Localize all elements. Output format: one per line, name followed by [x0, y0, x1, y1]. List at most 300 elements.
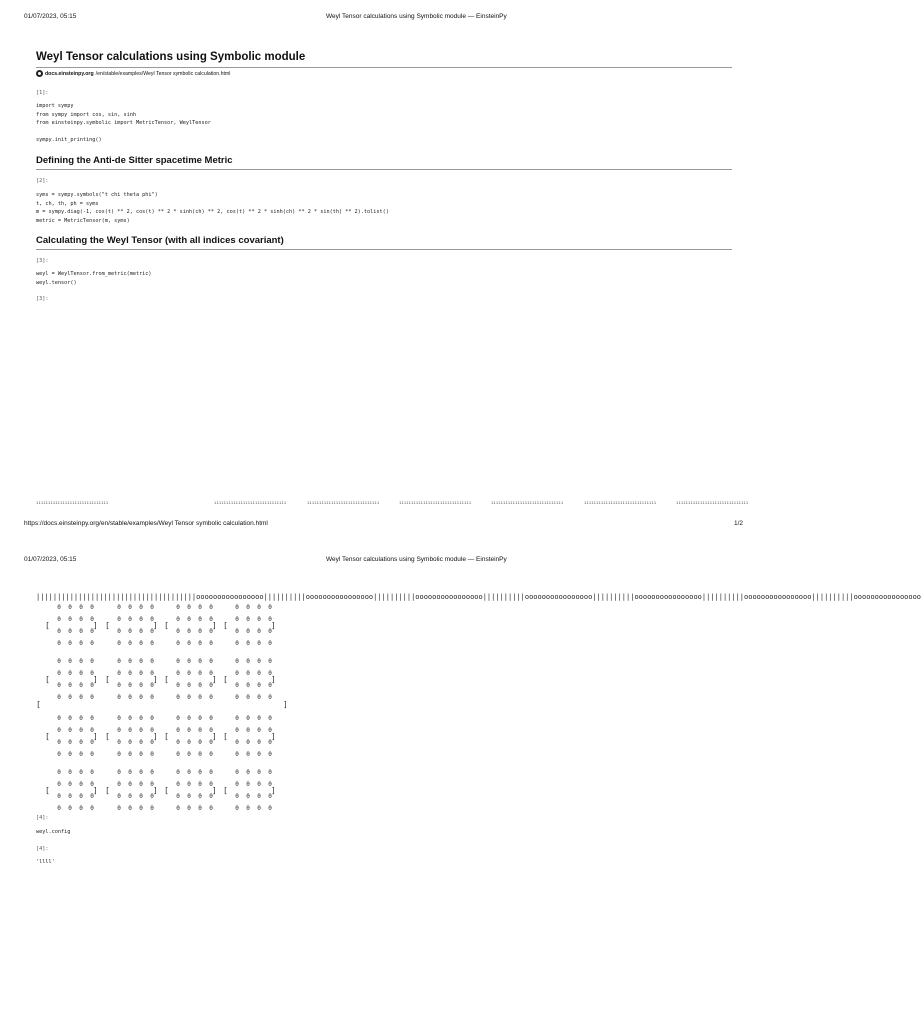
- tensor-component: 0: [246, 616, 250, 623]
- tensor-component: 0: [128, 694, 132, 701]
- tensor-component: 0: [198, 727, 202, 734]
- tensor-component: 0: [79, 715, 83, 722]
- block-bracket-right: ]: [153, 621, 158, 630]
- tensor-component: 0: [90, 682, 94, 689]
- tensor-component: 0: [176, 715, 180, 722]
- block-bracket-left: [: [223, 786, 228, 795]
- tensor-component: 0: [68, 658, 72, 665]
- tensor-component: 0: [198, 640, 202, 647]
- block-bracket-right: ]: [271, 786, 276, 795]
- tensor-component: 0: [79, 682, 83, 689]
- tensor-component: 0: [209, 670, 213, 677]
- source-path: /en/stable/examples/Weyl Tensor symbolic calculation.html: [95, 70, 231, 77]
- tensor-component: 0: [79, 739, 83, 746]
- tensor-component: 0: [117, 682, 121, 689]
- tensor-component: 0: [139, 739, 143, 746]
- tensor-component: 0: [198, 769, 202, 776]
- block-bracket-right: ]: [153, 732, 158, 741]
- tensor-component: 0: [90, 604, 94, 611]
- tensor-component: 0: [209, 616, 213, 623]
- block-bracket-left: [: [105, 732, 110, 741]
- tensor-component: 0: [68, 682, 72, 689]
- tensor-component: 0: [139, 727, 143, 734]
- tensor-component: 0: [117, 715, 121, 722]
- tensor-component: 0: [198, 739, 202, 746]
- tensor-component: 0: [198, 670, 202, 677]
- tensor-component: 0: [176, 682, 180, 689]
- cell3-code: weyl = WeylTensor.from_metric(metric) weyl.tensor(): [36, 271, 152, 286]
- tensor-component: 0: [235, 682, 239, 689]
- tensor-component: 0: [268, 604, 272, 611]
- tensor-component: 0: [57, 694, 61, 701]
- tensor-component: 0: [198, 715, 202, 722]
- print-header-date: 01/07/2023, 05:15: [24, 13, 77, 20]
- tensor-component: 0: [90, 694, 94, 701]
- tensor-component: 0: [246, 715, 250, 722]
- cell2-prompt: [2]:: [36, 178, 49, 184]
- tensor-component: 0: [90, 715, 94, 722]
- tensor-component: 0: [176, 793, 180, 800]
- tensor-component: 0: [57, 640, 61, 647]
- tensor-component: 0: [187, 670, 191, 677]
- tensor-component: 0: [79, 616, 83, 623]
- tensor-component: 0: [235, 628, 239, 635]
- tensor-component: 0: [176, 694, 180, 701]
- block-bracket-left: [: [164, 621, 169, 630]
- tensor-component: 0: [246, 793, 250, 800]
- tensor-component: 0: [57, 805, 61, 812]
- tensor-component: 0: [57, 715, 61, 722]
- tensor-component: 0: [57, 658, 61, 665]
- tensor-component: 0: [176, 739, 180, 746]
- tensor-component: 0: [257, 805, 261, 812]
- tensor-component: 0: [209, 751, 213, 758]
- tensor-component: 0: [150, 682, 154, 689]
- tensor-component: 0: [79, 727, 83, 734]
- tensor-component: 0: [128, 670, 132, 677]
- tensor-component: 0: [209, 769, 213, 776]
- tensor-component: 0: [68, 616, 72, 623]
- tensor-component: 0: [150, 670, 154, 677]
- tensor-component: 0: [117, 670, 121, 677]
- outer-bracket-right: ]: [283, 700, 288, 709]
- cell4-prompt: [4]:: [36, 815, 49, 821]
- tensor-component: 0: [268, 805, 272, 812]
- tensor-component: 0: [257, 715, 261, 722]
- tensor-component: 0: [139, 628, 143, 635]
- tensor-component: 0: [246, 739, 250, 746]
- tensor-component: 0: [68, 715, 72, 722]
- block-bracket-right: ]: [153, 675, 158, 684]
- tensor-component: 0: [150, 694, 154, 701]
- tensor-component: 0: [198, 604, 202, 611]
- tensor-component: 0: [68, 769, 72, 776]
- tensor-component: 0: [257, 793, 261, 800]
- tensor-component: 0: [187, 682, 191, 689]
- tensor-component: 0: [117, 616, 121, 623]
- tensor-component: 0: [150, 793, 154, 800]
- tensor-component: 0: [187, 604, 191, 611]
- tensor-component: 0: [209, 781, 213, 788]
- block-bracket-left: [: [223, 621, 228, 630]
- tensor-component: 0: [90, 640, 94, 647]
- tensor-component: 0: [268, 694, 272, 701]
- title-divider: [36, 67, 732, 68]
- tensor-component: 0: [268, 793, 272, 800]
- tensor-component: 0: [68, 670, 72, 677]
- tensor-component: 0: [57, 670, 61, 677]
- tensor-component: 0: [68, 751, 72, 758]
- block-bracket-left: [: [164, 732, 169, 741]
- tensor-component: 0: [128, 781, 132, 788]
- tensor-component: 0: [117, 694, 121, 701]
- tensor-component: 0: [187, 769, 191, 776]
- tensor-component: 0: [68, 628, 72, 635]
- tensor-component: 0: [117, 805, 121, 812]
- tensor-component: 0: [235, 604, 239, 611]
- tensor-component: 0: [128, 604, 132, 611]
- tensor-component: 0: [128, 769, 132, 776]
- tensor-component: 0: [117, 781, 121, 788]
- tensor-component: 0: [90, 658, 94, 665]
- tensor-component: 0: [117, 604, 121, 611]
- tensor-component: 0: [268, 769, 272, 776]
- tensor-component: 0: [246, 781, 250, 788]
- tensor-component: 0: [90, 670, 94, 677]
- tensor-component: 0: [176, 769, 180, 776]
- tensor-component: 0: [235, 670, 239, 677]
- tensor-component: 0: [235, 781, 239, 788]
- tensor-component: 0: [187, 628, 191, 635]
- tensor-component: 0: [209, 604, 213, 611]
- tensor-component: 0: [176, 751, 180, 758]
- block-bracket-left: [: [45, 732, 50, 741]
- tensor-component: 0: [246, 751, 250, 758]
- outer-bracket-left: [: [36, 700, 41, 709]
- tensor-component: 0: [68, 640, 72, 647]
- tensor-component: 0: [90, 739, 94, 746]
- block-bracket-left: [: [223, 732, 228, 741]
- block-bracket-right: ]: [93, 621, 98, 630]
- source-domain: docs.einsteinpy.org: [45, 70, 94, 77]
- tensor-component: 0: [139, 793, 143, 800]
- tensor-component: 0: [79, 751, 83, 758]
- tensor-component: 0: [150, 715, 154, 722]
- tensor-component: 0: [246, 682, 250, 689]
- tensor-component: 0: [198, 682, 202, 689]
- tensor-component: 0: [198, 781, 202, 788]
- tensor-component: 0: [176, 616, 180, 623]
- print-header-date: 01/07/2023, 05:15: [24, 556, 77, 563]
- tensor-component: 0: [117, 793, 121, 800]
- tensor-component: 0: [257, 616, 261, 623]
- tensor-component: 0: [176, 658, 180, 665]
- tensor-component: 0: [68, 604, 72, 611]
- tensor-component: 0: [90, 781, 94, 788]
- tensor-component: 0: [90, 769, 94, 776]
- tensor-component: 0: [235, 715, 239, 722]
- tensor-component: 0: [117, 640, 121, 647]
- tensor-component: 0: [198, 751, 202, 758]
- tensor-component: 0: [198, 658, 202, 665]
- tensor-component: 0: [209, 793, 213, 800]
- block-bracket-left: [: [223, 675, 228, 684]
- tensor-component: 0: [198, 805, 202, 812]
- tensor-component: 0: [90, 805, 94, 812]
- tensor-component: 0: [57, 628, 61, 635]
- tensor-component: 0: [187, 658, 191, 665]
- tensor-component: 0: [79, 793, 83, 800]
- tensor-component: 0: [235, 640, 239, 647]
- block-bracket-left: [: [45, 786, 50, 795]
- tensor-component: 0: [257, 604, 261, 611]
- block-bracket-right: ]: [153, 786, 158, 795]
- page-title: Weyl Tensor calculations using Symbolic module: [36, 51, 306, 63]
- tensor-component: 0: [187, 616, 191, 623]
- tensor-component: 0: [209, 805, 213, 812]
- tensor-component: 0: [268, 751, 272, 758]
- tensor-component: 0: [187, 640, 191, 647]
- tensor-component: 0: [187, 793, 191, 800]
- cell3-prompt: [3]:: [36, 258, 49, 264]
- tensor-component: 0: [90, 727, 94, 734]
- tensor-component: 0: [57, 727, 61, 734]
- tensor-component: 0: [79, 805, 83, 812]
- tensor-component: 0: [235, 739, 239, 746]
- garbled-output: ıııııııııııııııııııııııııııııı: [584, 500, 657, 505]
- tensor-component: 0: [128, 616, 132, 623]
- tensor-component: 0: [246, 628, 250, 635]
- tensor-component: 0: [57, 781, 61, 788]
- tensor-component: 0: [128, 628, 132, 635]
- section-heading-metric: Defining the Anti-de Sitter spacetime Metric: [36, 155, 233, 166]
- tensor-component: 0: [90, 751, 94, 758]
- block-bracket-right: ]: [212, 675, 217, 684]
- tensor-component: 0: [150, 805, 154, 812]
- garbled-output: ıııııııııııııııııııııııııııııı: [676, 500, 749, 505]
- tensor-component: 0: [257, 658, 261, 665]
- tensor-component: 0: [257, 727, 261, 734]
- print-footer-url[interactable]: https://docs.einsteinpy.org/en/stable/examples/Weyl Tensor symbolic calculation.html: [24, 520, 268, 527]
- tensor-component: 0: [79, 604, 83, 611]
- tensor-component: 0: [198, 628, 202, 635]
- garbled-output: ıııııııııııııııııııııııııııııı: [307, 500, 380, 505]
- tensor-component: 0: [176, 805, 180, 812]
- tensor-component: 0: [209, 739, 213, 746]
- block-bracket-left: [: [105, 786, 110, 795]
- section2-divider: [36, 249, 732, 250]
- tensor-component: 0: [268, 670, 272, 677]
- print-footer-page: 1/2: [734, 520, 744, 527]
- tensor-component: 0: [150, 781, 154, 788]
- section1-divider: [36, 169, 732, 170]
- print-header-title: Weyl Tensor calculations using Symbolic module — EinsteinPy: [326, 13, 507, 20]
- tensor-component: 0: [246, 658, 250, 665]
- block-bracket-left: [: [105, 621, 110, 630]
- tensor-component: 0: [139, 640, 143, 647]
- tensor-component: 0: [117, 628, 121, 635]
- tensor-component: 0: [128, 727, 132, 734]
- tensor-component: 0: [128, 682, 132, 689]
- tensor-component: 0: [235, 793, 239, 800]
- block-bracket-right: ]: [212, 732, 217, 741]
- tensor-component: 0: [150, 727, 154, 734]
- tensor-component: 0: [79, 640, 83, 647]
- tensor-component: 0: [79, 628, 83, 635]
- tensor-component: 0: [139, 715, 143, 722]
- print-header-title: Weyl Tensor calculations using Symbolic module — EinsteinPy: [326, 556, 507, 563]
- tensor-component: 0: [268, 628, 272, 635]
- tensor-component: 0: [57, 604, 61, 611]
- tensor-component: 0: [268, 739, 272, 746]
- tensor-component: 0: [246, 694, 250, 701]
- tensor-component: 0: [235, 658, 239, 665]
- tensor-component: 0: [128, 658, 132, 665]
- tensor-component: 0: [128, 805, 132, 812]
- tensor-component: 0: [246, 640, 250, 647]
- garbled-output: ıııııııııııııııııııııııııııııı: [399, 500, 472, 505]
- tensor-component: 0: [246, 670, 250, 677]
- tensor-component: 0: [257, 628, 261, 635]
- tensor-component: 0: [57, 682, 61, 689]
- tensor-component: 0: [257, 769, 261, 776]
- block-bracket-left: [: [164, 675, 169, 684]
- tensor-component: 0: [139, 781, 143, 788]
- tensor-component: 0: [117, 727, 121, 734]
- tensor-component: 0: [187, 715, 191, 722]
- tensor-component: 0: [209, 715, 213, 722]
- tensor-component: 0: [257, 670, 261, 677]
- tensor-component: 0: [198, 694, 202, 701]
- tensor-component: 0: [198, 616, 202, 623]
- tensor-component: 0: [139, 670, 143, 677]
- tensor-component: 0: [57, 769, 61, 776]
- tensor-component: 0: [268, 640, 272, 647]
- tensor-component: 0: [128, 739, 132, 746]
- garbled-output: ıııııııııııııııııııııııııııııı: [491, 500, 564, 505]
- out3-prompt: [3]:: [36, 296, 49, 302]
- garbled-output: ıııııııııııııııııııııııııııııı: [36, 500, 109, 505]
- out4-value: 'llll': [36, 859, 55, 865]
- block-bracket-left: [: [45, 675, 50, 684]
- tensor-component: 0: [128, 751, 132, 758]
- tensor-component: 0: [209, 658, 213, 665]
- tensor-component: 0: [209, 727, 213, 734]
- tensor-component: 0: [150, 751, 154, 758]
- cell4-code: weyl.config: [36, 829, 71, 835]
- block-bracket-right: ]: [271, 732, 276, 741]
- tensor-component: 0: [268, 658, 272, 665]
- tensor-component: 0: [176, 604, 180, 611]
- cell1-prompt: [1]:: [36, 90, 49, 96]
- tensor-component: 0: [139, 604, 143, 611]
- tensor-component: 0: [139, 769, 143, 776]
- tensor-component: 0: [79, 769, 83, 776]
- tensor-component: 0: [150, 604, 154, 611]
- tensor-component: 0: [117, 769, 121, 776]
- tensor-component: 0: [187, 739, 191, 746]
- block-bracket-right: ]: [93, 786, 98, 795]
- tensor-component: 0: [235, 694, 239, 701]
- tensor-component: 0: [187, 781, 191, 788]
- section-heading-weyl: Calculating the Weyl Tensor (with all indices covariant): [36, 235, 284, 246]
- tensor-component: 0: [187, 805, 191, 812]
- tensor-component: 0: [68, 781, 72, 788]
- tensor-component: 0: [79, 694, 83, 701]
- tensor-component: 0: [68, 694, 72, 701]
- tensor-component: 0: [139, 694, 143, 701]
- tensor-component: 0: [268, 616, 272, 623]
- tensor-component: 0: [57, 793, 61, 800]
- tensor-component: 0: [209, 682, 213, 689]
- tensor-component: 0: [176, 628, 180, 635]
- tensor-component: 0: [117, 658, 121, 665]
- tensor-component: 0: [57, 616, 61, 623]
- block-bracket-right: ]: [93, 732, 98, 741]
- tensor-component: 0: [257, 781, 261, 788]
- tensor-component: 0: [139, 682, 143, 689]
- tensor-component: 0: [246, 604, 250, 611]
- block-bracket-left: [: [45, 621, 50, 630]
- block-bracket-left: [: [105, 675, 110, 684]
- tensor-component: 0: [150, 658, 154, 665]
- tensor-component: 0: [187, 751, 191, 758]
- tensor-component: 0: [235, 805, 239, 812]
- tensor-component: 0: [268, 781, 272, 788]
- garbled-output-line: ||||||||||||||||||||||||||||||||||||||oooooooooooooooo||||||||||oooooooooooooooo||||||||||oooooooooooooooo||||||||||oooooooooooooooo||||||||||oooooooooooooooo||||||||||oooooooooooooooo||||||||||oooooooooooooooo: [36, 593, 921, 601]
- block-bracket-right: ]: [93, 675, 98, 684]
- tensor-component: 0: [139, 616, 143, 623]
- tensor-component: 0: [209, 628, 213, 635]
- tensor-component: 0: [176, 781, 180, 788]
- cell2-code: syms = sympy.symbols("t chi theta phi") t, ch, th, ph = syms m = sympy.diag(-1, cos(t) ** 2, cos(t) ** 2 * sinh(ch) ** 2, cos(t) ** 2 * sinh(ch) ** 2 * sin(th) ** 2).tolist() metric = MetricTensor(m, syms): [36, 192, 389, 224]
- globe-icon: [36, 70, 43, 77]
- tensor-component: 0: [79, 781, 83, 788]
- tensor-component: 0: [257, 751, 261, 758]
- tensor-component: 0: [268, 727, 272, 734]
- tensor-component: 0: [198, 793, 202, 800]
- tensor-component: 0: [150, 739, 154, 746]
- tensor-component: 0: [209, 640, 213, 647]
- tensor-component: 0: [68, 727, 72, 734]
- tensor-component: 0: [57, 739, 61, 746]
- tensor-component: 0: [68, 793, 72, 800]
- tensor-component: 0: [150, 640, 154, 647]
- tensor-component: 0: [257, 682, 261, 689]
- block-bracket-right: ]: [271, 621, 276, 630]
- garbled-output: ıııııııııııııııııııııııııııııı: [214, 500, 287, 505]
- tensor-component: 0: [79, 658, 83, 665]
- weyl-tensor-output: [36, 600, 296, 812]
- tensor-component: 0: [257, 640, 261, 647]
- source-link[interactable]: [36, 70, 230, 77]
- tensor-component: 0: [235, 769, 239, 776]
- tensor-component: 0: [90, 616, 94, 623]
- tensor-component: 0: [150, 628, 154, 635]
- block-bracket-right: ]: [212, 621, 217, 630]
- block-bracket-right: ]: [271, 675, 276, 684]
- tensor-component: 0: [68, 805, 72, 812]
- tensor-component: 0: [176, 670, 180, 677]
- tensor-component: 0: [235, 727, 239, 734]
- tensor-component: 0: [246, 805, 250, 812]
- tensor-component: 0: [176, 640, 180, 647]
- tensor-component: 0: [209, 694, 213, 701]
- tensor-component: 0: [128, 640, 132, 647]
- tensor-component: 0: [90, 793, 94, 800]
- tensor-component: 0: [68, 739, 72, 746]
- tensor-component: 0: [150, 616, 154, 623]
